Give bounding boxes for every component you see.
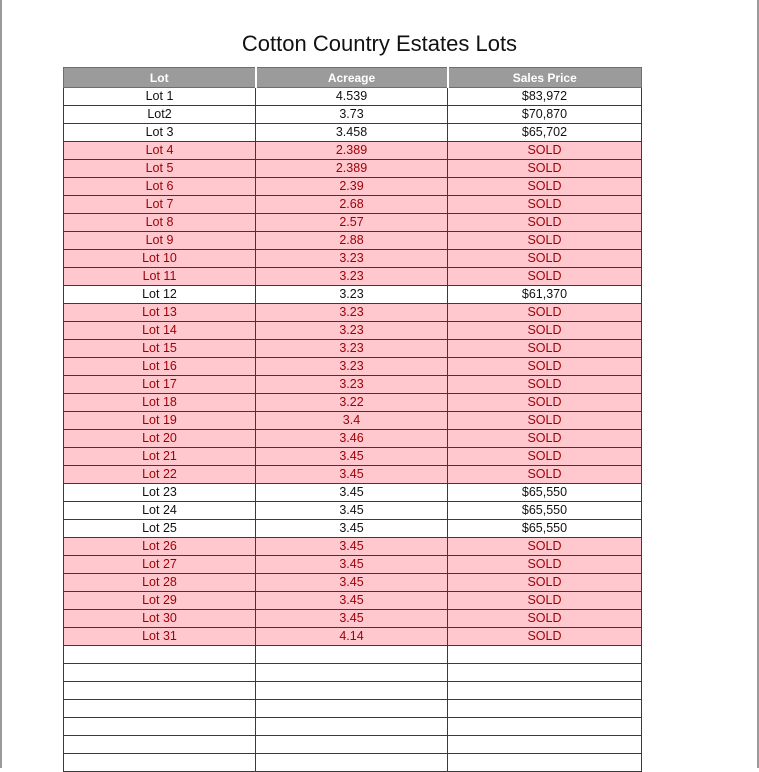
sales-price-cell: SOLD bbox=[448, 412, 642, 430]
sales-price-cell: $83,972 bbox=[448, 88, 642, 106]
acreage-cell: 3.23 bbox=[256, 268, 448, 286]
acreage-cell: 3.73 bbox=[256, 106, 448, 124]
sales-price-cell: SOLD bbox=[448, 610, 642, 628]
table-row bbox=[64, 628, 642, 646]
lot-cell bbox=[64, 754, 256, 772]
acreage-cell bbox=[256, 682, 448, 700]
table-row bbox=[64, 88, 642, 106]
acreage-cell: 2.68 bbox=[256, 196, 448, 214]
acreage-cell bbox=[256, 700, 448, 718]
acreage-cell: 3.23 bbox=[256, 322, 448, 340]
lot-cell: Lot 24 bbox=[64, 502, 256, 520]
table-row bbox=[64, 286, 642, 304]
sales-price-cell: SOLD bbox=[448, 340, 642, 358]
table-row bbox=[64, 214, 642, 232]
table-row bbox=[64, 610, 642, 628]
acreage-cell: 3.46 bbox=[256, 430, 448, 448]
lot-cell: Lot 16 bbox=[64, 358, 256, 376]
acreage-cell: 3.45 bbox=[256, 592, 448, 610]
sales-price-cell: SOLD bbox=[448, 322, 642, 340]
table-row bbox=[64, 322, 642, 340]
acreage-cell: 3.45 bbox=[256, 502, 448, 520]
acreage-cell: 2.57 bbox=[256, 214, 448, 232]
acreage-cell: 3.45 bbox=[256, 556, 448, 574]
table-row bbox=[64, 646, 642, 664]
sales-price-cell: SOLD bbox=[448, 628, 642, 646]
lot-cell bbox=[64, 700, 256, 718]
sales-price-cell: SOLD bbox=[448, 448, 642, 466]
lot-cell: Lot 4 bbox=[64, 142, 256, 160]
lot-cell: Lot 25 bbox=[64, 520, 256, 538]
sales-price-cell: SOLD bbox=[448, 232, 642, 250]
sales-price-cell bbox=[448, 736, 642, 754]
acreage-cell: 3.23 bbox=[256, 340, 448, 358]
sales-price-cell: $65,702 bbox=[448, 124, 642, 142]
sales-price-cell bbox=[448, 754, 642, 772]
sales-price-cell bbox=[448, 700, 642, 718]
table-row bbox=[64, 430, 642, 448]
lot-cell: Lot 31 bbox=[64, 628, 256, 646]
sales-price-cell: SOLD bbox=[448, 268, 642, 286]
lot-cell: Lot2 bbox=[64, 106, 256, 124]
lot-cell: Lot 27 bbox=[64, 556, 256, 574]
acreage-cell: 3.45 bbox=[256, 574, 448, 592]
table-row bbox=[64, 142, 642, 160]
acreage-cell: 3.45 bbox=[256, 466, 448, 484]
lot-cell: Lot 6 bbox=[64, 178, 256, 196]
lot-cell: Lot 26 bbox=[64, 538, 256, 556]
sales-price-cell bbox=[448, 646, 642, 664]
table-row bbox=[64, 718, 642, 736]
table-row bbox=[64, 394, 642, 412]
table-row bbox=[64, 178, 642, 196]
sales-price-cell: SOLD bbox=[448, 160, 642, 178]
lot-cell: Lot 22 bbox=[64, 466, 256, 484]
lot-cell: Lot 9 bbox=[64, 232, 256, 250]
sales-price-cell: SOLD bbox=[448, 430, 642, 448]
lot-cell: Lot 28 bbox=[64, 574, 256, 592]
sales-price-cell: $65,550 bbox=[448, 520, 642, 538]
acreage-cell: 3.458 bbox=[256, 124, 448, 142]
table-row bbox=[64, 376, 642, 394]
table-body bbox=[64, 88, 642, 772]
lot-cell: Lot 17 bbox=[64, 376, 256, 394]
table-row bbox=[64, 484, 642, 502]
lot-cell: Lot 15 bbox=[64, 340, 256, 358]
lot-cell: Lot 13 bbox=[64, 304, 256, 322]
acreage-cell: 4.14 bbox=[256, 628, 448, 646]
acreage-cell bbox=[256, 754, 448, 772]
table-row bbox=[64, 124, 642, 142]
table-row bbox=[64, 358, 642, 376]
lot-cell: Lot 18 bbox=[64, 394, 256, 412]
table-row bbox=[64, 106, 642, 124]
acreage-cell: 2.39 bbox=[256, 178, 448, 196]
table-row bbox=[64, 736, 642, 754]
table-row bbox=[64, 592, 642, 610]
sales-price-cell: SOLD bbox=[448, 538, 642, 556]
lot-cell: Lot 7 bbox=[64, 196, 256, 214]
sales-price-cell: SOLD bbox=[448, 376, 642, 394]
lot-cell bbox=[64, 664, 256, 682]
acreage-cell: 3.45 bbox=[256, 610, 448, 628]
acreage-cell bbox=[256, 646, 448, 664]
acreage-cell: 2.389 bbox=[256, 160, 448, 178]
acreage-cell bbox=[256, 718, 448, 736]
table-row bbox=[64, 268, 642, 286]
header-sales-price: Sales Price bbox=[448, 68, 642, 88]
header-acreage: Acreage bbox=[256, 68, 448, 88]
table-row bbox=[64, 340, 642, 358]
sales-price-cell: SOLD bbox=[448, 574, 642, 592]
acreage-cell: 3.22 bbox=[256, 394, 448, 412]
lot-cell: Lot 11 bbox=[64, 268, 256, 286]
lot-cell: Lot 20 bbox=[64, 430, 256, 448]
sales-price-cell: SOLD bbox=[448, 196, 642, 214]
header-lot: Lot bbox=[64, 68, 256, 88]
sales-price-cell: SOLD bbox=[448, 214, 642, 232]
lot-cell: Lot 8 bbox=[64, 214, 256, 232]
acreage-cell: 2.389 bbox=[256, 142, 448, 160]
lot-cell: Lot 5 bbox=[64, 160, 256, 178]
acreage-cell bbox=[256, 736, 448, 754]
table-row bbox=[64, 412, 642, 430]
sales-price-cell: $65,550 bbox=[448, 502, 642, 520]
acreage-cell: 3.23 bbox=[256, 304, 448, 322]
acreage-cell bbox=[256, 664, 448, 682]
acreage-cell: 3.23 bbox=[256, 286, 448, 304]
lot-cell bbox=[64, 646, 256, 664]
table-row bbox=[64, 448, 642, 466]
table-row bbox=[64, 700, 642, 718]
lot-cell: Lot 30 bbox=[64, 610, 256, 628]
sales-price-cell: $65,550 bbox=[448, 484, 642, 502]
lot-cell: Lot 23 bbox=[64, 484, 256, 502]
table-row bbox=[64, 574, 642, 592]
acreage-cell: 3.45 bbox=[256, 520, 448, 538]
sales-price-cell: $70,870 bbox=[448, 106, 642, 124]
sales-price-cell: SOLD bbox=[448, 466, 642, 484]
acreage-cell: 3.45 bbox=[256, 448, 448, 466]
sales-price-cell: SOLD bbox=[448, 592, 642, 610]
table-row bbox=[64, 556, 642, 574]
sales-price-cell bbox=[448, 718, 642, 736]
table-row bbox=[64, 682, 642, 700]
page-title: Cotton Country Estates Lots bbox=[241, 31, 518, 56]
table-row bbox=[64, 304, 642, 322]
sales-price-cell: SOLD bbox=[448, 358, 642, 376]
sales-price-cell bbox=[448, 664, 642, 682]
lot-cell: Lot 3 bbox=[64, 124, 256, 142]
table-row bbox=[64, 160, 642, 178]
acreage-cell: 3.23 bbox=[256, 250, 448, 268]
table-row bbox=[64, 754, 642, 772]
sales-price-cell: SOLD bbox=[448, 250, 642, 268]
acreage-cell: 3.23 bbox=[256, 376, 448, 394]
lot-cell: Lot 29 bbox=[64, 592, 256, 610]
acreage-cell: 3.4 bbox=[256, 412, 448, 430]
acreage-cell: 3.23 bbox=[256, 358, 448, 376]
table-header-row bbox=[64, 68, 642, 88]
lot-cell bbox=[64, 736, 256, 754]
acreage-cell: 4.539 bbox=[256, 88, 448, 106]
sales-price-cell: SOLD bbox=[448, 394, 642, 412]
lot-cell: Lot 19 bbox=[64, 412, 256, 430]
sales-price-cell: $61,370 bbox=[448, 286, 642, 304]
acreage-cell: 2.88 bbox=[256, 232, 448, 250]
sales-price-cell: SOLD bbox=[448, 178, 642, 196]
lot-cell: Lot 10 bbox=[64, 250, 256, 268]
sales-price-cell bbox=[448, 682, 642, 700]
acreage-cell: 3.45 bbox=[256, 538, 448, 556]
lot-cell: Lot 21 bbox=[64, 448, 256, 466]
sales-price-cell: SOLD bbox=[448, 556, 642, 574]
lot-cell: Lot 14 bbox=[64, 322, 256, 340]
page-border-left bbox=[0, 0, 2, 768]
lot-cell: Lot 12 bbox=[64, 286, 256, 304]
table-row bbox=[64, 538, 642, 556]
sales-price-cell: SOLD bbox=[448, 142, 642, 160]
table-row bbox=[64, 502, 642, 520]
lots-table bbox=[63, 67, 642, 772]
table-row bbox=[64, 250, 642, 268]
sales-price-cell: SOLD bbox=[448, 304, 642, 322]
table-row bbox=[64, 520, 642, 538]
table-row bbox=[64, 232, 642, 250]
lot-cell bbox=[64, 682, 256, 700]
table-row bbox=[64, 664, 642, 682]
table-row bbox=[64, 196, 642, 214]
lot-cell bbox=[64, 718, 256, 736]
lot-cell: Lot 1 bbox=[64, 88, 256, 106]
table-row bbox=[64, 466, 642, 484]
acreage-cell: 3.45 bbox=[256, 484, 448, 502]
